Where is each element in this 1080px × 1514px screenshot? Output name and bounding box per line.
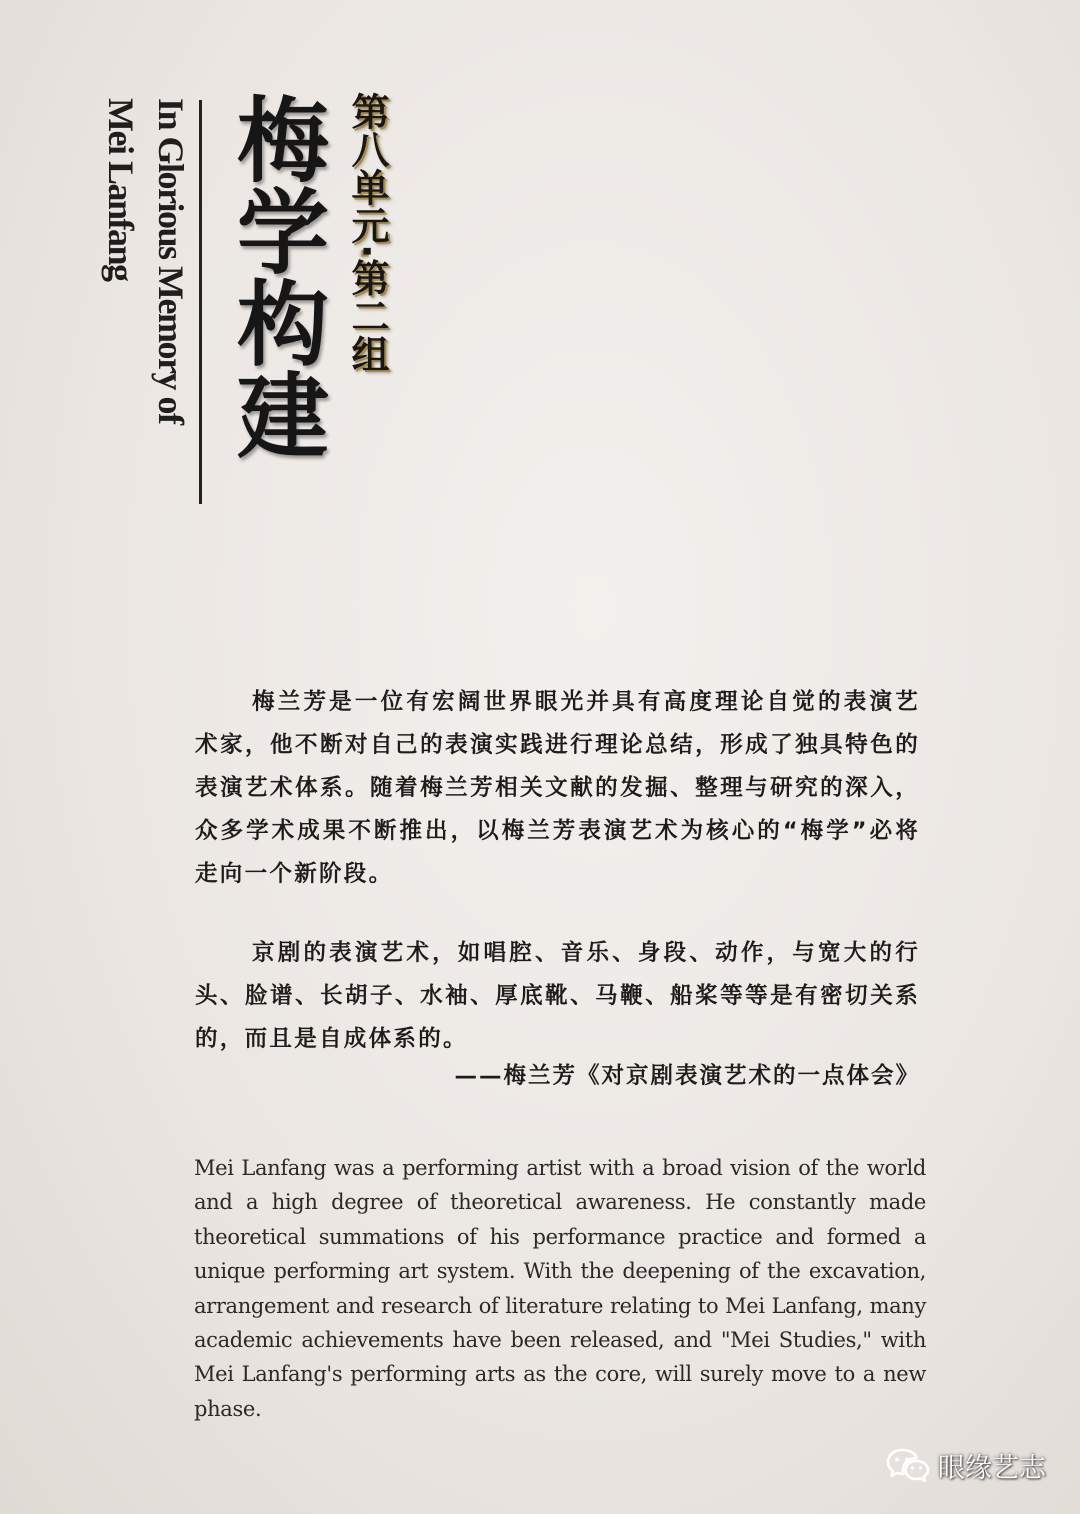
chinese-paragraph-2-text: 京剧的表演艺术，如唱腔、音乐、身段、动作，与宽大的行头、脸谱、长胡子、水袖、厚底靴、马鞭、船桨等等是有密切关系的，而且是自成体系的。 [195,940,920,1052]
main-title: 梅学构建 [222,92,329,460]
watermark [886,1446,1046,1485]
english-title [96,98,196,518]
quote-attribution: ——梅兰芳《对京剧表演艺术的一点体会》 [454,1063,920,1089]
english-title-line-1: In Glorious Memory of [151,98,191,424]
english-paragraph: Mei Lanfang was a performing artist with a broad vision of the world and a high degree of theoretical awareness. He constantly made theoretical summations of his performance practice and formed a unique performing art system. With the deepening of the excavation, arrangement and research of literature relating to Mei Lanfang, many academic achievements have been released, and "Mei Studies," with Mei Lanfang's performing arts as the core, will surely move to a new phase. [194,1156,926,1421]
wechat-icon [886,1447,930,1485]
english-title-line-2: Mei Lanfang [101,98,141,281]
watermark-label: 眼缘艺志 [938,1453,1046,1484]
chinese-paragraph-2 [195,932,920,1061]
chinese-paragraph-1 [195,681,920,896]
title-divider [199,100,202,504]
chinese-paragraph-1-text: 梅兰芳是一位有宏阔世界眼光并具有高度理论自觉的表演艺术家，他不断对自己的表演实践进行理论总结，形成了独具特色的表演艺术体系。随着梅兰芳相关文献的发掘、整理与研究的深入，众多学术成果不断推出，以梅兰芳表演艺术为核心的“梅学”必将走向一个新阶段。 [195,689,920,887]
unit-label: 第八单元·第二组 [345,92,389,373]
